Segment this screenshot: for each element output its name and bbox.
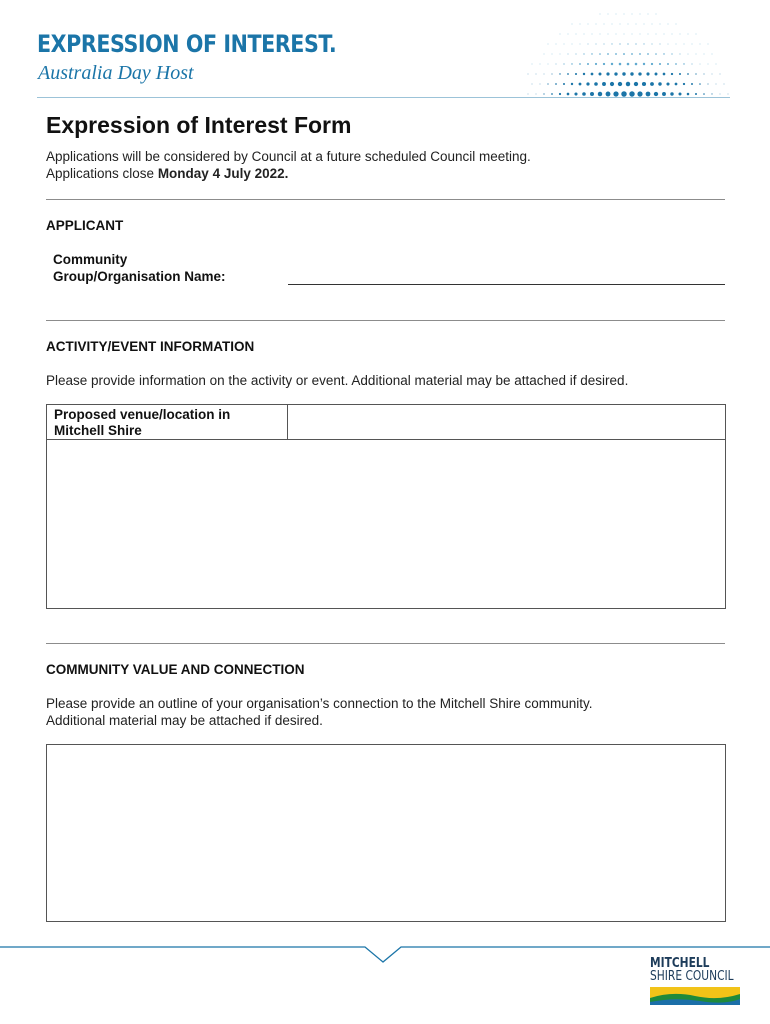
decorative-dot	[647, 53, 649, 55]
organisation-name-label-line-2: Group/Organisation Name:	[53, 269, 226, 284]
decorative-dot	[720, 74, 721, 75]
decorative-dot	[563, 83, 565, 85]
decorative-dot	[559, 73, 560, 74]
decorative-dot	[630, 72, 633, 75]
closing-date: Monday 4 July 2022.	[157, 166, 289, 181]
decorative-dot	[699, 83, 701, 85]
activity-heading: ACTIVITY/EVENT INFORMATION	[46, 339, 255, 354]
decorative-dot	[695, 93, 697, 95]
decorative-dot	[692, 44, 693, 45]
decorative-dot	[548, 44, 549, 45]
applicant-heading: APPLICANT	[46, 218, 124, 233]
decorative-dot	[559, 93, 561, 95]
decorative-dot	[696, 54, 697, 55]
intro-line-1: Applications will be considered by Council at a future scheduled Council meeting.	[46, 149, 531, 164]
decorative-dot	[679, 93, 682, 96]
decorative-dot	[598, 92, 602, 96]
decorative-dot	[575, 73, 577, 75]
decorative-dot	[599, 73, 602, 76]
decorative-dot	[622, 72, 625, 75]
logo-text-line-2: SHIRE COUNCIL	[650, 969, 734, 984]
decorative-dot-pattern	[522, 6, 732, 101]
decorative-dot	[596, 44, 597, 45]
decorative-dot	[720, 94, 721, 95]
decorative-dot	[607, 53, 609, 55]
community-instructions-line-2: Additional material may be attached if desired.	[46, 713, 323, 728]
decorative-dot	[638, 72, 641, 75]
decorative-dot	[679, 53, 680, 54]
decorative-dot	[675, 63, 677, 65]
decorative-dot	[716, 64, 717, 65]
decorative-dot	[571, 63, 572, 64]
decorative-dot	[619, 43, 620, 44]
decorative-dot	[543, 93, 544, 94]
decorative-dot	[668, 24, 669, 25]
decorative-dot	[640, 34, 641, 35]
decorative-dot	[639, 53, 641, 55]
decorative-dot	[624, 14, 625, 15]
decorative-dot	[675, 83, 678, 86]
decorative-dot	[621, 91, 627, 97]
decorative-dot	[627, 63, 630, 66]
decorative-dot	[587, 63, 589, 65]
decorative-dot	[648, 34, 649, 35]
decorative-dot	[651, 63, 653, 65]
decorative-dot	[635, 63, 638, 66]
decorative-dot	[536, 94, 537, 95]
decorative-dot	[615, 53, 617, 55]
decorative-dot	[548, 64, 549, 65]
decorative-dot	[582, 92, 586, 96]
decorative-dot	[563, 63, 564, 64]
decorative-dot	[667, 63, 669, 65]
decorative-dot	[571, 83, 573, 85]
decorative-dot	[564, 44, 565, 45]
decorative-dot	[579, 63, 581, 65]
decorative-dot	[540, 64, 541, 65]
decorative-dot	[643, 43, 644, 44]
decorative-dot	[588, 44, 589, 45]
decorative-dot	[688, 54, 689, 55]
decorative-dot	[586, 82, 589, 85]
section-divider	[46, 199, 725, 200]
decorative-dot	[532, 84, 533, 85]
decorative-dot	[540, 84, 541, 85]
decorative-dot	[551, 93, 553, 95]
venue-label-line-2: Mitchell Shire	[54, 423, 142, 438]
decorative-dot	[663, 53, 664, 54]
header-divider	[37, 97, 730, 98]
decorative-dot	[683, 63, 684, 64]
decorative-dot	[648, 14, 649, 15]
decorative-dot	[610, 82, 614, 86]
decorative-dot	[634, 82, 638, 86]
decorative-dot	[662, 92, 666, 96]
decorative-dot	[652, 24, 653, 25]
decorative-dot	[707, 83, 708, 84]
decorative-dot	[708, 64, 709, 65]
community-heading: COMMUNITY VALUE AND CONNECTION	[46, 662, 305, 677]
decorative-dot	[687, 73, 689, 75]
decorative-dot	[655, 53, 657, 55]
organisation-name-underline	[288, 284, 725, 285]
decorative-dot	[623, 53, 625, 55]
decorative-dot	[579, 83, 582, 86]
decorative-dot	[646, 92, 651, 97]
decorative-dot	[700, 44, 701, 45]
decorative-dot	[642, 82, 646, 86]
organisation-name-label-line-1: Community	[53, 252, 128, 267]
decorative-dot	[620, 24, 621, 25]
decorative-dot	[650, 82, 654, 86]
decorative-dot	[688, 34, 689, 35]
decorative-dot	[552, 54, 553, 55]
decorative-dot	[660, 44, 661, 45]
decorative-dot	[590, 92, 594, 96]
decorative-dot	[600, 14, 601, 15]
section-divider	[46, 643, 725, 644]
decorative-dot	[560, 34, 561, 35]
decorative-dot	[619, 63, 622, 66]
decorative-dot	[646, 72, 649, 75]
decorative-dot	[711, 93, 712, 94]
decorative-dot	[608, 34, 609, 35]
decorative-dot	[613, 91, 618, 96]
decorative-dot	[671, 53, 672, 54]
decorative-dot	[556, 44, 557, 45]
decorative-dot	[547, 83, 548, 84]
decorative-dot	[616, 34, 617, 35]
decorative-dot	[603, 43, 604, 44]
decorative-dot	[574, 92, 577, 95]
decorative-dot	[716, 84, 717, 85]
decorative-dot	[691, 63, 692, 64]
decorative-dot	[588, 24, 589, 25]
decorative-dot	[655, 73, 658, 76]
decorative-dot	[580, 44, 581, 45]
document-header-subtitle: Australia Day Host	[38, 62, 194, 84]
decorative-dot	[556, 64, 557, 65]
decorative-dot	[651, 43, 652, 44]
decorative-dot	[536, 74, 537, 75]
decorative-dot	[654, 92, 658, 96]
decorative-dot	[712, 54, 713, 55]
decorative-dot	[611, 43, 612, 44]
venue-label-line-1: Proposed venue/location in	[54, 407, 231, 422]
decorative-dot	[712, 74, 713, 75]
intro-close-prefix: Applications close	[46, 166, 158, 181]
intro-line-2	[46, 165, 531, 182]
decorative-dot	[696, 34, 697, 35]
decorative-dot	[528, 74, 529, 75]
activity-instructions: Please provide information on the activity or event. Additional material may be attached if desired.	[46, 373, 629, 388]
decorative-dot	[644, 24, 645, 25]
decorative-dot	[636, 24, 637, 25]
decorative-dot	[618, 82, 622, 86]
decorative-dot	[591, 53, 592, 54]
form-title: Expression of Interest Form	[46, 112, 352, 138]
decorative-dot	[676, 24, 677, 25]
decorative-dot	[704, 54, 705, 55]
decorative-dot	[580, 24, 581, 25]
decorative-dot	[691, 83, 693, 85]
activity-table	[46, 404, 726, 609]
decorative-dot	[700, 64, 701, 65]
decorative-dot	[591, 73, 594, 76]
decorative-dot	[626, 82, 630, 86]
decorative-dot	[572, 44, 573, 45]
decorative-dot	[656, 14, 657, 15]
decorative-dot	[680, 34, 681, 35]
decorative-dot	[608, 14, 609, 15]
community-instructions	[46, 695, 593, 729]
document-header-title: EXPRESSION OF INTEREST.	[37, 30, 337, 58]
decorative-dot	[687, 93, 690, 96]
decorative-dot	[603, 63, 605, 65]
decorative-dot	[544, 54, 545, 55]
decorative-dot	[602, 82, 606, 86]
decorative-dot	[611, 63, 613, 65]
venue-input[interactable]	[288, 405, 725, 440]
decorative-dot	[544, 74, 545, 75]
decorative-dot	[592, 34, 593, 35]
decorative-dot	[627, 43, 628, 44]
decorative-dot	[629, 91, 634, 96]
decorative-dot	[612, 24, 613, 25]
decorative-dot	[628, 24, 629, 25]
decorative-dot	[670, 92, 673, 95]
decorative-dot	[600, 34, 601, 35]
decorative-dot	[631, 53, 633, 55]
decorative-dot	[572, 24, 573, 25]
decorative-dot	[567, 73, 569, 75]
decorative-dot	[575, 53, 576, 54]
community-response-textarea[interactable]	[46, 744, 726, 922]
decorative-dot	[583, 73, 585, 75]
decorative-dot	[532, 64, 533, 65]
decorative-dot	[594, 82, 598, 86]
decorative-dot	[728, 94, 729, 95]
decorative-dot	[660, 24, 661, 25]
activity-details-textarea[interactable]	[47, 440, 725, 608]
landscape-icon	[650, 987, 742, 1007]
organisation-name-field[interactable]	[290, 266, 723, 283]
mitchell-shire-council-logo	[650, 957, 742, 1007]
decorative-dot	[595, 63, 597, 65]
decorative-dot	[632, 14, 633, 15]
organisation-name-label	[53, 251, 226, 285]
decorative-dot	[666, 82, 669, 85]
decorative-dot	[659, 63, 661, 65]
decorative-dot	[568, 54, 569, 55]
decorative-dot	[555, 83, 557, 85]
decorative-dot	[724, 84, 725, 85]
decorative-dot	[668, 44, 669, 45]
section-divider	[46, 320, 725, 321]
decorative-dot	[637, 91, 642, 96]
decorative-dot	[604, 24, 605, 25]
decorative-dot	[695, 73, 696, 74]
decorative-dot	[679, 73, 681, 75]
venue-label	[47, 405, 288, 440]
decorative-dot	[676, 44, 677, 45]
decorative-dot	[635, 43, 636, 44]
decorative-dot	[616, 14, 617, 15]
decorative-dot	[663, 73, 666, 76]
decorative-dot	[606, 92, 611, 97]
decorative-dot	[599, 53, 601, 55]
form-intro	[46, 148, 531, 182]
decorative-dot	[632, 34, 633, 35]
decorative-dot	[551, 73, 552, 74]
decorative-dot	[671, 73, 673, 75]
decorative-dot	[640, 14, 641, 15]
decorative-dot	[684, 44, 685, 45]
community-instructions-line-1: Please provide an outline of your organisation’s connection to the Mitchell Shire community.	[46, 696, 593, 711]
decorative-dot	[576, 34, 577, 35]
decorative-dot	[528, 94, 529, 95]
decorative-dot	[584, 34, 585, 35]
decorative-dot	[708, 44, 709, 45]
decorative-dot	[568, 34, 569, 35]
decorative-dot	[683, 83, 685, 85]
decorative-dot	[664, 34, 665, 35]
decorative-dot	[624, 34, 625, 35]
decorative-dot	[614, 72, 617, 75]
decorative-dot	[560, 54, 561, 55]
decorative-dot	[656, 34, 657, 35]
decorative-dot	[672, 34, 673, 35]
decorative-dot	[583, 53, 584, 54]
decorative-dot	[596, 24, 597, 25]
decorative-dot	[703, 73, 704, 74]
decorative-dot	[567, 93, 570, 96]
decorative-dot	[643, 63, 645, 65]
logo-text-line-1: MITCHELL	[650, 956, 710, 971]
decorative-dot	[658, 82, 661, 85]
decorative-dot	[703, 93, 705, 95]
decorative-dot	[606, 72, 609, 75]
